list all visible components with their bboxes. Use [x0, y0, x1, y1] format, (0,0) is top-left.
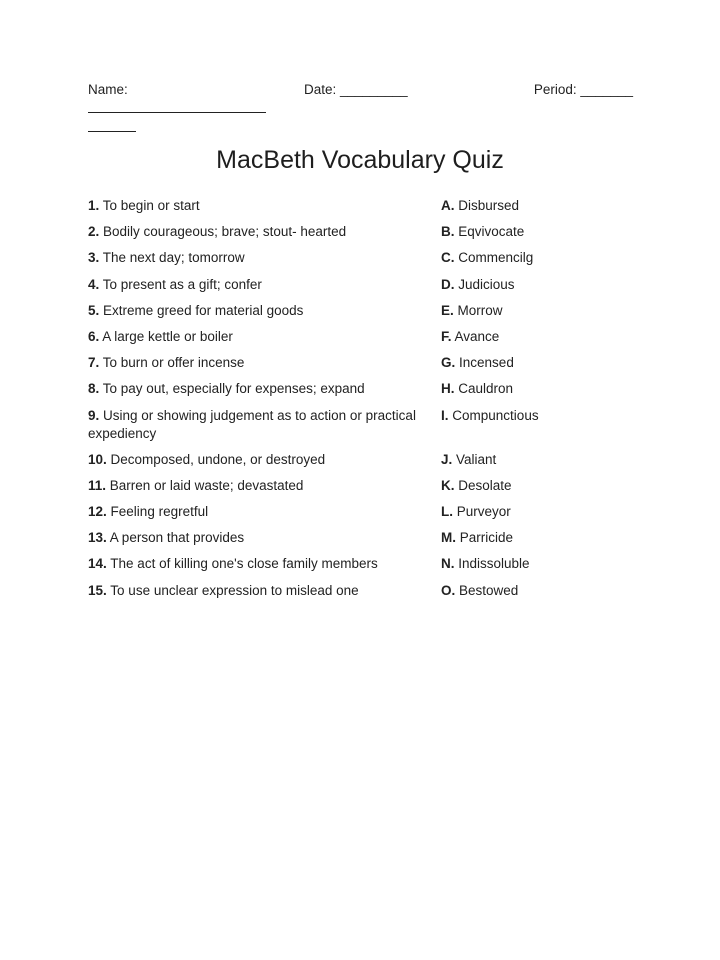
definition-text: Barren or laid waste; devastated: [109, 477, 304, 493]
quiz-row: [88, 380, 648, 398]
quiz-row: [88, 276, 648, 294]
definition: [88, 451, 441, 469]
definition-text: Bodily courageous; brave; stout- hearted: [103, 224, 347, 240]
choice-word: Cauldron: [458, 381, 514, 397]
choice-letter: H.: [441, 381, 455, 397]
definition-text: The next day; tomorrow: [102, 250, 245, 266]
choice-word: Parricide: [459, 530, 514, 546]
choice-word: Commencilg: [458, 250, 534, 266]
quiz-row: [88, 529, 648, 547]
choice-letter: C.: [441, 250, 455, 266]
definition: [88, 302, 441, 320]
choice-letter: K.: [441, 477, 455, 493]
answer-choice: [441, 354, 648, 372]
choice-letter: E.: [441, 302, 454, 318]
item-number: 7.: [88, 355, 100, 371]
quiz-row: [88, 249, 648, 267]
answer-choice: [441, 249, 648, 267]
answer-choice: [441, 451, 648, 469]
definition: [88, 503, 441, 521]
quiz-row: [88, 223, 648, 241]
item-number: 15.: [88, 582, 107, 598]
choice-letter: N.: [441, 556, 455, 572]
vocabulary-list: [88, 197, 648, 608]
item-number: 1.: [88, 198, 100, 213]
choice-letter: F.: [441, 328, 452, 344]
item-number: 11.: [88, 477, 107, 493]
definition-text: Decomposed, undone, or destroyed: [110, 451, 326, 467]
choice-letter: I.: [441, 407, 449, 423]
item-number: 10.: [88, 451, 107, 467]
quiz-row: [88, 328, 648, 346]
choice-word: Avance: [454, 328, 500, 344]
definition-text: A large kettle or boiler: [102, 328, 233, 344]
item-number: 9.: [88, 407, 100, 423]
quiz-row: [88, 302, 648, 320]
answer-choice: [441, 302, 648, 320]
quiz-row: [88, 197, 648, 215]
definition: [88, 380, 441, 398]
answer-choice: [441, 276, 648, 294]
page-title: MacBeth Vocabulary Quiz: [216, 146, 504, 174]
answer-choice: [441, 197, 648, 215]
item-number: 2.: [88, 224, 100, 240]
name-blank-line-continued: [88, 131, 136, 132]
definition: [88, 249, 441, 267]
choice-word: Morrow: [457, 302, 503, 318]
definition-text: To burn or offer incense: [102, 355, 245, 371]
item-number: 8.: [88, 381, 100, 397]
item-number: 6.: [88, 328, 100, 344]
answer-choice: [441, 223, 648, 241]
definition: [88, 197, 441, 215]
choice-letter: O.: [441, 582, 456, 598]
definition-text: Feeling regretful: [110, 504, 209, 520]
choice-word: Desolate: [458, 477, 512, 493]
choice-word: Judicious: [458, 276, 515, 292]
choice-letter: M.: [441, 530, 456, 546]
definition-text: To begin or start: [102, 198, 200, 213]
header-row: [88, 82, 633, 102]
item-number: 5.: [88, 302, 100, 318]
choice-word: Purveyor: [456, 504, 511, 520]
definition-text: The act of killing one's close family members: [110, 556, 378, 572]
choice-word: Eqvivocate: [458, 224, 525, 240]
definition: [88, 555, 441, 573]
answer-choice: [441, 328, 648, 346]
choice-letter: G.: [441, 355, 456, 371]
item-number: 14.: [88, 556, 107, 572]
choice-word: Compunctious: [452, 407, 539, 423]
period-label: Period: _______: [533, 82, 633, 97]
answer-choice: [441, 380, 648, 398]
definition-text: Using or showing judgement as to action or practical expediency: [88, 407, 416, 441]
definition-text: Extreme greed for material goods: [103, 302, 304, 318]
name-blank-line: [88, 112, 266, 113]
choice-letter: J.: [441, 451, 453, 467]
definition: [88, 529, 441, 547]
header: [88, 82, 633, 102]
choice-word: Valiant: [456, 451, 497, 467]
definition-text: To use unclear expression to mislead one: [110, 582, 359, 598]
name-label: Name:: [88, 82, 128, 97]
quiz-row: [88, 582, 648, 600]
definition: [88, 582, 441, 600]
answer-choice: [441, 503, 648, 521]
choice-letter: B.: [441, 224, 455, 240]
answer-choice: [441, 407, 648, 443]
choice-word: Incensed: [459, 355, 514, 371]
answer-choice: [441, 582, 648, 600]
definition-text: A person that provides: [109, 530, 245, 546]
answer-choice: [441, 529, 648, 547]
item-number: 13.: [88, 530, 107, 546]
quiz-row: [88, 354, 648, 372]
definition-text: To pay out, especially for expenses; expand: [102, 381, 365, 397]
item-number: 3.: [88, 250, 100, 266]
quiz-row: [88, 503, 648, 521]
quiz-row: [88, 451, 648, 469]
definition: [88, 354, 441, 372]
quiz-row: [88, 407, 648, 443]
choice-letter: D.: [441, 276, 455, 292]
choice-word: Bestowed: [459, 582, 519, 598]
quiz-row: [88, 555, 648, 573]
definition: [88, 477, 441, 495]
item-number: 4.: [88, 276, 100, 292]
definition: [88, 276, 441, 294]
choice-letter: L.: [441, 504, 453, 520]
answer-choice: [441, 477, 648, 495]
choice-word: Indissoluble: [458, 556, 530, 572]
item-number: 12.: [88, 504, 107, 520]
date-label: Date: _________: [304, 82, 408, 97]
definition-text: To present as a gift; confer: [102, 276, 262, 292]
choice-letter: A.: [441, 198, 455, 213]
definition: [88, 407, 441, 443]
definition: [88, 223, 441, 241]
quiz-row: [88, 477, 648, 495]
definition: [88, 328, 441, 346]
choice-word: Disbursed: [458, 198, 520, 213]
answer-choice: [441, 555, 648, 573]
